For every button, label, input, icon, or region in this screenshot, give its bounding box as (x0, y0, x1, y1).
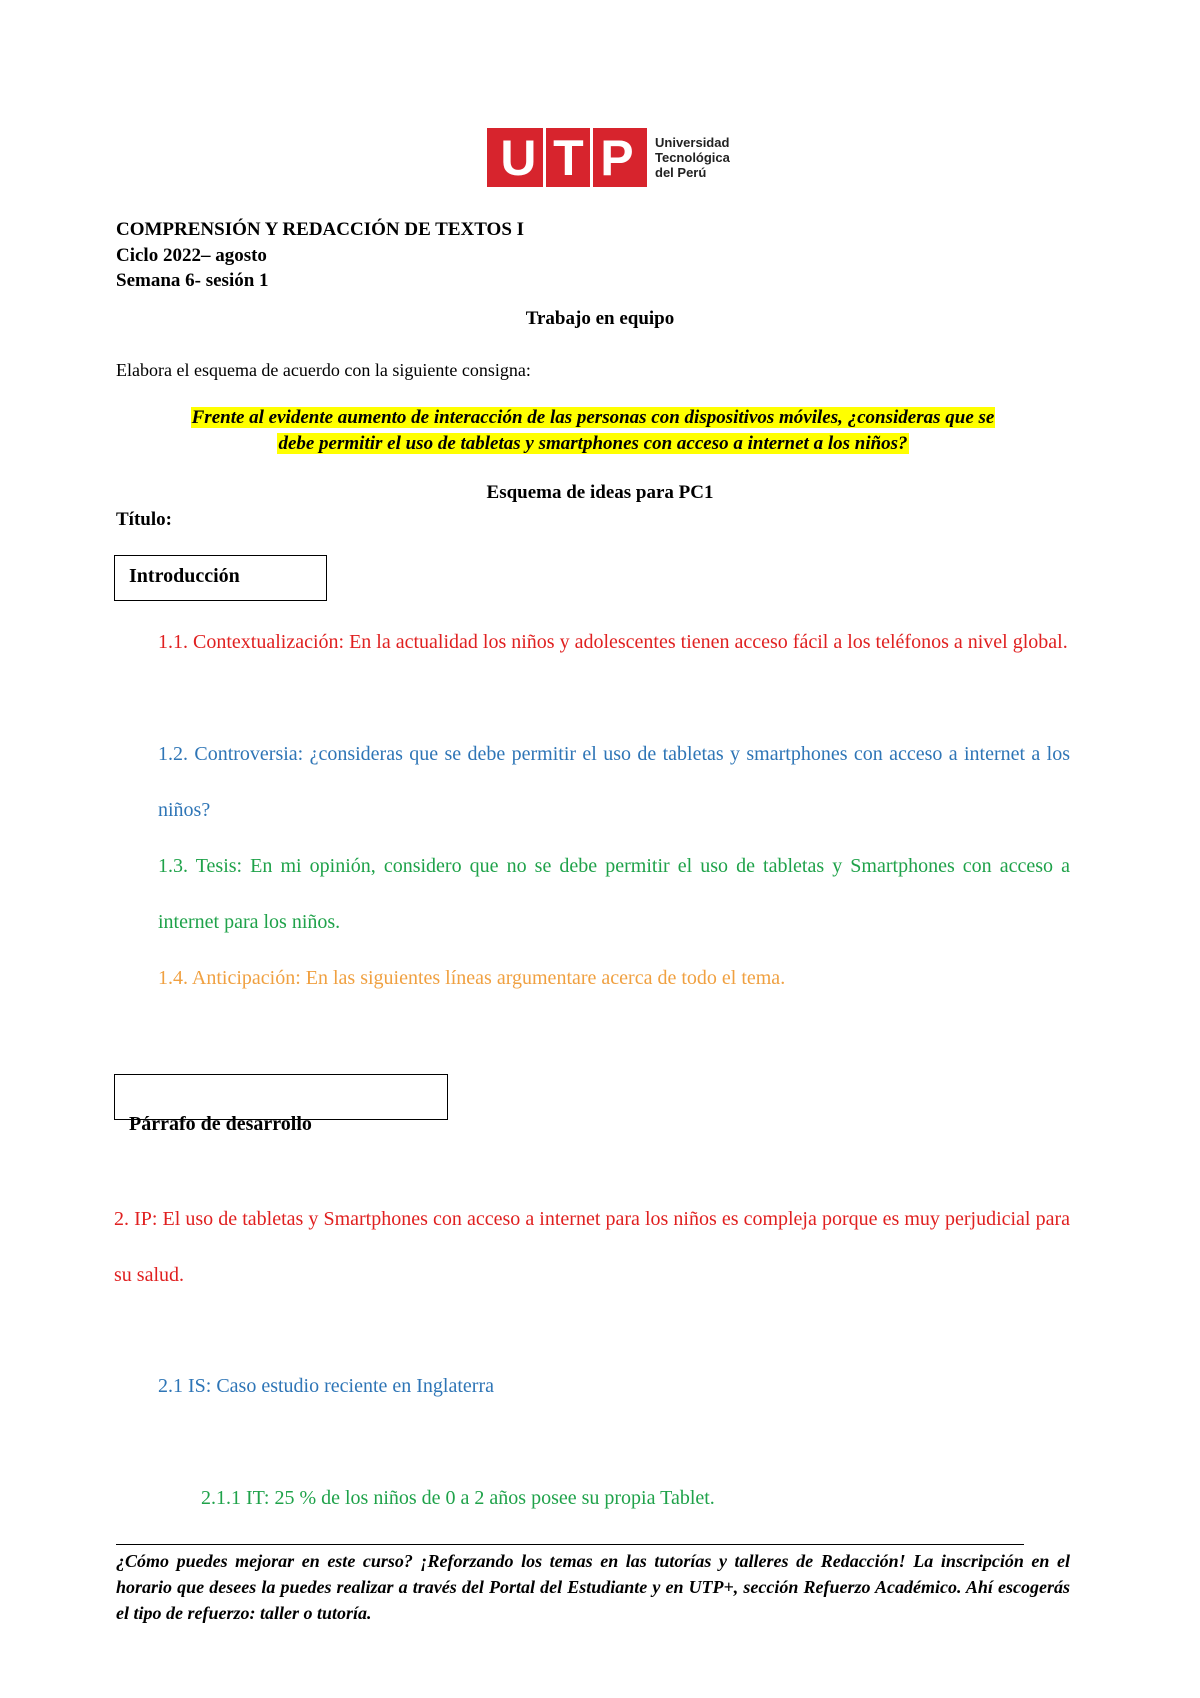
prompt-question (116, 405, 1070, 457)
footer-divider (116, 1544, 1024, 1545)
prompt-line-1: Frente al evidente aumento de interacción de las personas con dispositivos móviles, ¿consideras que se (191, 407, 995, 428)
logo-divider (543, 128, 546, 187)
footer-note: ¿Cómo puedes mejorar en este curso? ¡Reforzando los temas en las tutorías y talleres de Redacción! La inscripción en el horario que desees la puedes realizar a través del Portal del Estudiante y en UTP+, sección Refuerzo Académico. Ahí escogerás el tipo de refuerzo: taller o tutoría. (116, 1551, 1070, 1623)
intro-box (114, 555, 327, 601)
intro-item-anticipacion: 1.4. Anticipación: En las siguientes líneas argumentare acerca de todo el tema. (158, 967, 786, 989)
cycle-line: Ciclo 2022– agosto (116, 245, 267, 266)
logo-university-name (655, 135, 730, 180)
work-title: Trabajo en equipo (525, 308, 675, 329)
logo-divider (590, 128, 593, 187)
logo-text-line: del Perú (655, 165, 707, 180)
utp-logo-mark (487, 128, 647, 187)
development-label: Párrafo de desarrollo (129, 1113, 312, 1135)
week-line: Semana 6- sesión 1 (116, 270, 269, 291)
development-it: 2.1.1 IT: 25 % de los niños de 0 a 2 años posee su propia Tablet. (201, 1487, 715, 1509)
development-ip: 2. IP: El uso de tabletas y Smartphones con acceso a internet para los niños es compleja porque es muy perjudicial para su salud. (114, 1208, 1070, 1286)
course-title: COMPRENSIÓN Y REDACCIÓN DE TEXTOS I (116, 219, 525, 240)
logo-letter-t: T (553, 129, 584, 186)
scheme-title: Esquema de ideas para PC1 (486, 482, 714, 503)
logo-text-line: Universidad (655, 135, 730, 150)
logo-text-line: Tecnológica (655, 150, 730, 165)
prompt-line-2: debe permitir el uso de tabletas y smartphones con acceso a internet a los niños? (278, 433, 908, 454)
instruction-text: Elabora el esquema de acuerdo con la siguiente consigna: (116, 360, 531, 380)
intro-item-tesis: 1.3. Tesis: En mi opinión, considero que no se debe permitir el uso de tabletas y Smartphones con acceso a internet para los niños. (158, 855, 1070, 933)
logo-letter-p: P (600, 129, 634, 186)
intro-item-contextualizacion: 1.1. Contextualización: En la actualidad los niños y adolescentes tienen acceso fácil a los teléfonos a nivel global. (158, 631, 1068, 653)
intro-item-controversia: 1.2. Controversia: ¿consideras que se debe permitir el uso de tabletas y smartphones con acceso a internet a los niños? (158, 743, 1070, 821)
utp-logo (487, 128, 730, 187)
intro-label: Introducción (129, 565, 240, 587)
logo-letter-u: U (500, 129, 537, 186)
title-label: Título: (116, 509, 172, 530)
development-is: 2.1 IS: Caso estudio reciente en Inglaterra (158, 1375, 494, 1397)
